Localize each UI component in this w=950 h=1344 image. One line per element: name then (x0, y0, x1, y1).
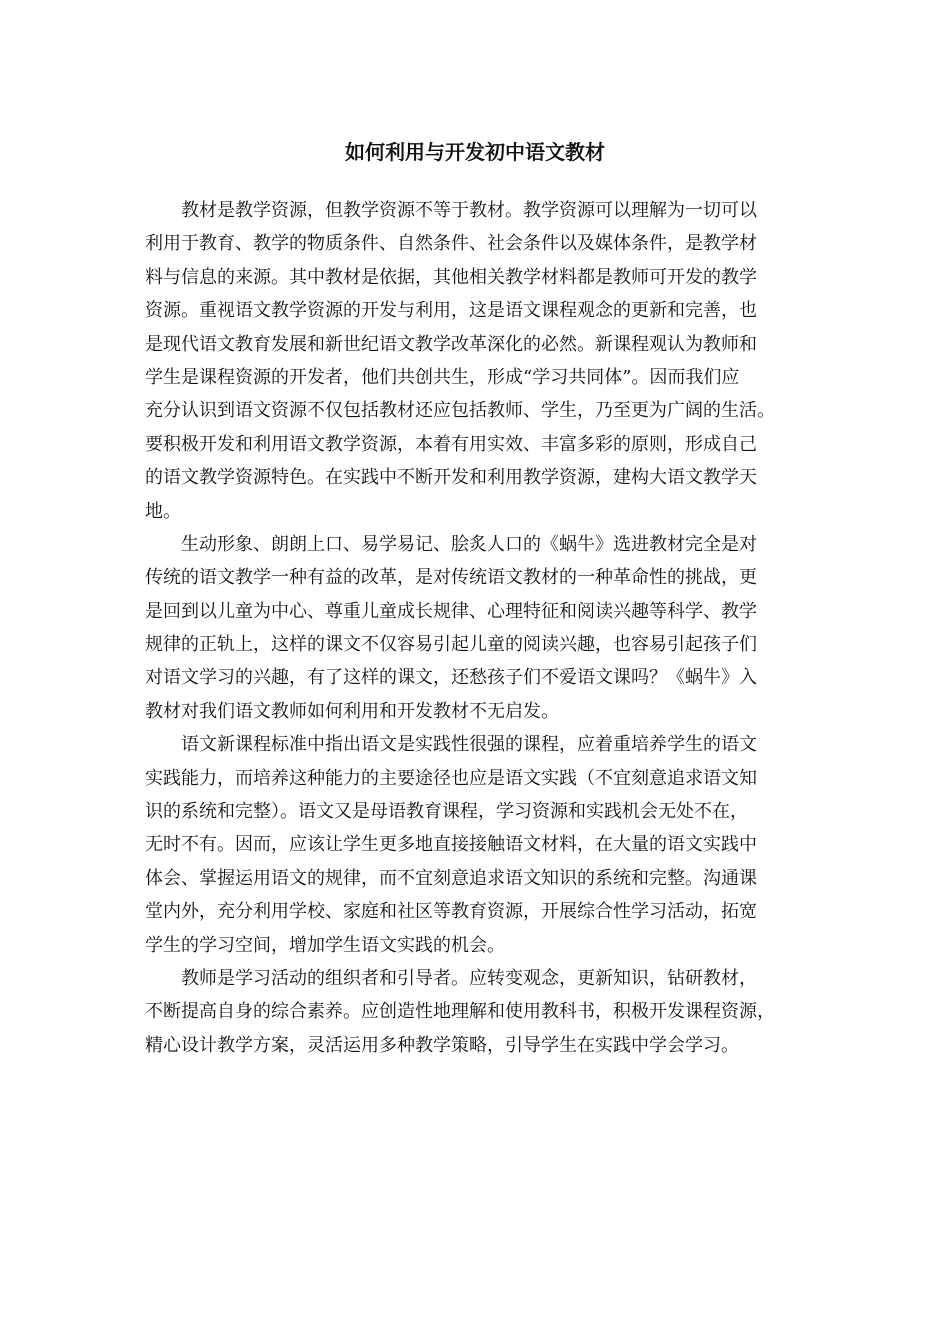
paragraph-3 (145, 728, 817, 962)
paragraph-line: 规律的正轨上，这样的课文不仅容易引起儿童的阅读兴趣，也容易引起孩子们 (145, 634, 757, 656)
paragraph-line: 的语文教学资源特色。在实践中不断开发和利用教学资源，建构大语文教学天 (145, 467, 757, 489)
paragraph-line: 充分认识到语文资源不仅包括教材还应包括教师、学生，乃至更为广阔的生活。 (145, 400, 775, 422)
paragraph-line: 学生的学习空间，增加学生语文实践的机会。 (145, 934, 505, 956)
paragraph-line: 识的系统和完整）。语文又是母语教育课程，学习资源和实践机会无处不在， (145, 801, 748, 823)
paragraph-line: 是现代语文教育发展和新世纪语文教学改革深化的必然。新课程观认为教师和 (145, 333, 757, 355)
paragraph-line: 传统的语文教学一种有益的改革，是对传统语文教材的一种革命性的挑战，更 (145, 567, 757, 589)
paragraph-line: 教材对我们语文教师如何利用和开发教材不无启发。 (145, 700, 559, 722)
paragraph-line: 要积极开发和利用语文教学资源，本着有用实效、丰富多彩的原则，形成自己 (145, 433, 757, 455)
paragraph-line: 生动形象、朗朗上口、易学易记、脍炙人口的《蜗牛》选进教材完全是对 (181, 533, 757, 555)
paragraph-line: 语文新课程标准中指出语文是实践性很强的课程，应着重培养学生的语文 (181, 734, 757, 756)
paragraph-line: 学生是课程资源的开发者，他们共创共生，形成“学习共同体”。因而我们应 (145, 366, 740, 388)
paragraph-1 (145, 194, 817, 528)
paragraph-line: 对语文学习的兴趣，有了这样的课文，还愁孩子们不爱语文课吗？《蜗牛》入 (145, 667, 757, 689)
document-title: 如何利用与开发初中语文教材 (345, 140, 605, 164)
paragraph-line: 体会、掌握运用语文的规律，而不宜刻意追求语文知识的系统和完整。沟通课 (145, 867, 757, 889)
paragraph-2 (145, 528, 817, 728)
paragraph-line: 料与信息的来源。其中教材是依据，其他相关教学材料都是教师可开发的教学 (145, 266, 757, 288)
paragraph-line: 教师是学习活动的组织者和引导者。应转变观念，更新知识，钻研教材， (181, 967, 757, 989)
paragraph-4 (145, 962, 817, 1062)
paragraph-line: 无时不有。因而，应该让学生更多地直接接触语文材料，在大量的语文实践中 (145, 834, 757, 856)
paragraph-line: 实践能力，而培养这种能力的主要途径也应是语文实践（不宜刻意追求语文知 (145, 767, 757, 789)
paragraph-line: 教材是教学资源，但教学资源不等于教材。教学资源可以理解为一切可以 (181, 200, 757, 221)
paragraph-line: 利用于教育、教学的物质条件、自然条件、社会条件以及媒体条件，是教学材 (145, 233, 757, 255)
paragraph-line: 不断提高自身的综合素养。应创造性地理解和使用教科书，积极开发课程资源， (145, 1001, 775, 1023)
paragraph-line: 地。 (145, 500, 181, 522)
paragraph-line: 堂内外，充分利用学校、家庭和社区等教育资源，开展综合性学习活动，拓宽 (145, 901, 757, 923)
document-body (145, 194, 817, 1062)
paragraph-line: 是回到以儿童为中心、尊重儿童成长规律、心理特征和阅读兴趣等科学、教学 (145, 600, 757, 622)
paragraph-line: 资源。重视语文教学资源的开发与利用，这是语文课程观念的更新和完善，也 (145, 300, 757, 322)
paragraph-line: 精心设计教学方案，灵活运用多种教学策略，引导学生在实践中学会学习。 (145, 1034, 739, 1056)
